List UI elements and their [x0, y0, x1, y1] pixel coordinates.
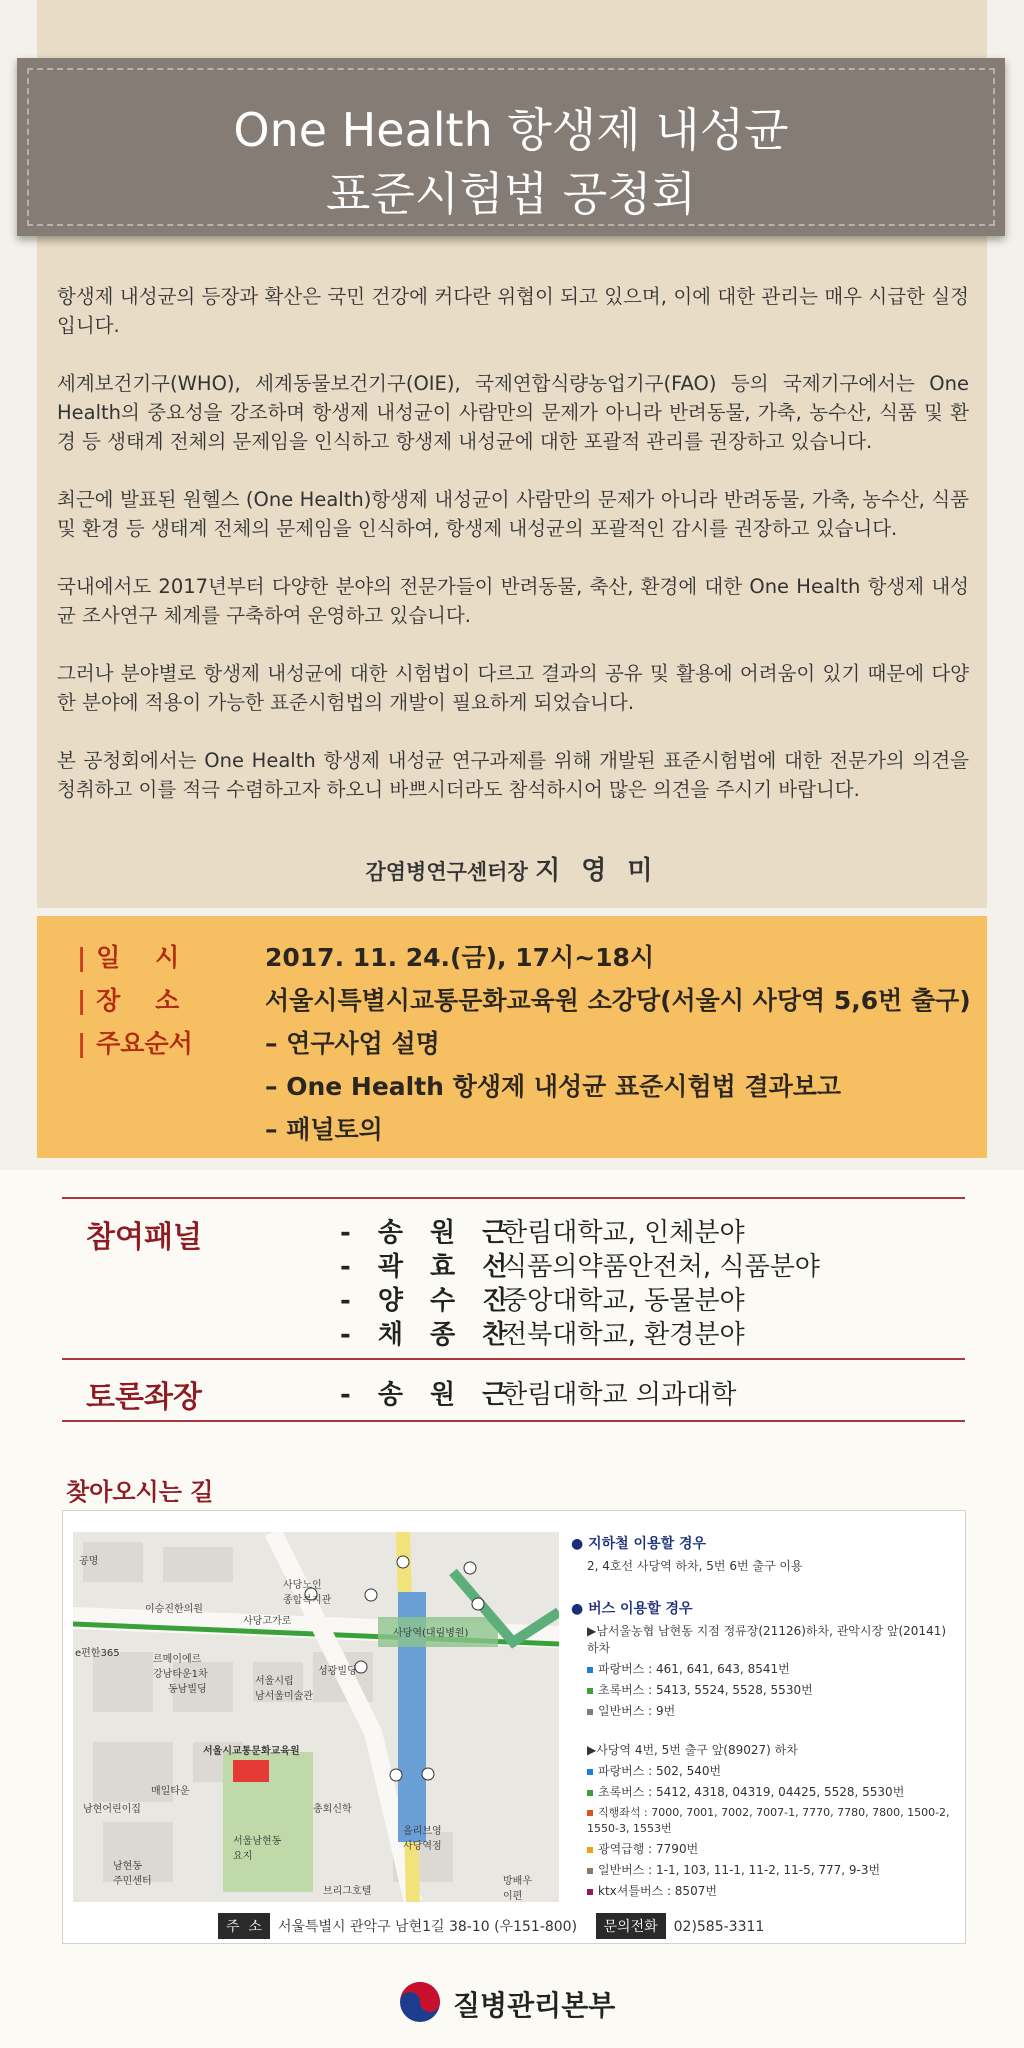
bus-line: ktx셔틀버스 : 8507번 [587, 1882, 961, 1899]
map-label: 브리그호텔 [323, 1886, 372, 1897]
title-banner [17, 58, 1005, 236]
bus-color-icon [587, 1810, 593, 1816]
taeguk-icon [398, 1980, 442, 2024]
map-label: e편한365 [75, 1648, 120, 1659]
title-line-1: One Health 항생제 내성균 [233, 103, 789, 157]
event-date-row: | 일 시 2017. 11. 24.(금), 17시~18시 [77, 938, 179, 974]
member-name: - 곽 효 선 [340, 1252, 517, 1282]
bus-color-icon [587, 1688, 593, 1694]
map-label: 사당고가로 [243, 1616, 292, 1627]
chair-affiliation: 한림대학교 의과대학 [502, 1380, 737, 1410]
map-label: 성광빌딩 [318, 1666, 357, 1677]
program-item: – One Health 항생제 내성균 표준시험법 결과보고 [265, 1072, 842, 1101]
panel-member [340, 1314, 745, 1351]
intro-paragraph: 세계보건기구(WHO), 세계동물보건기구(OIE), 국제연합식량농업기구(FAO) 등의 국제기구에서는 One Health의 중요성을 강조하며 항생제 내성균이 사람만의 문제가 아니라 반려동물, 가축, 농수산, 식품 및 환경 등 생태계 전체의 문제임을 인식하고 항생제 내성균에 대한 포괄적 관리를 권장하고 있습니다. [57, 372, 969, 453]
bullet-icon: ● [571, 1601, 589, 1617]
chair-name: - 송 원 근 [340, 1380, 517, 1410]
signature-title: 감염병연구센터장 [365, 860, 528, 884]
panel-label: 참여패널 [86, 1220, 202, 1255]
phone-tag: 문의전화 [596, 1913, 666, 1939]
member-affiliation: 식품의약품안전처, 식품분야 [502, 1252, 820, 1282]
intro-paragraph: 그러나 분야별로 항생제 내성균에 대한 시험법이 다르고 결과의 공유 및 활용에 어려움이 있기 때문에 다양한 분야에 적용이 가능한 표준시험법의 개발이 필요하게 되었습니다. [57, 662, 969, 714]
bus-line: 초록버스 : 5412, 4318, 04319, 04425, 5528, 5530번 [587, 1783, 961, 1800]
map-label: 사당노인 종합복지관 [283, 1580, 332, 1606]
map-label-venue: 서울시교통문화교육원 [203, 1746, 300, 1757]
bus-line: 광역급행 : 7790번 [587, 1840, 961, 1857]
bullet-icon: ● [571, 1536, 589, 1552]
bus-stop-2: ▶사당역 4번, 5번 출구 앞(89027) 하차 [587, 1743, 798, 1757]
date-value: 2017. 11. 24.(금), 17시~18시 [265, 943, 655, 972]
event-place-row: | 장 소 서울시특별시교통문화교육원 소강당(서울시 사당역 5,6번 출구) [77, 981, 179, 1017]
divider [62, 1420, 965, 1422]
map-label: 올리브영 사당역점 [403, 1826, 442, 1852]
signature-name: 지 영 미 [535, 856, 659, 886]
map-label: 공명 [79, 1556, 99, 1567]
bus-color-icon [587, 1868, 593, 1874]
bus-color-icon [587, 1709, 593, 1715]
map-label: 서울남현동 요지 [233, 1836, 282, 1862]
bus-color-icon [587, 1769, 593, 1775]
directions-title: 찾아오시는 길 [66, 1478, 214, 1506]
map-label: 동남빌딩 [168, 1684, 207, 1695]
event-program-row: | 주요순서 – 연구사업 설명 [77, 1024, 193, 1060]
venue-marker [233, 1760, 269, 1782]
bus-line: 직행좌석 : 7000, 7001, 7002, 7007-1, 7770, 7780, 7800, 1500-2, 1550-3, 1553번 [587, 1806, 950, 1835]
chair-label: 토론좌장 [86, 1380, 202, 1415]
bus-line: 파랑버스 : 502, 540번 [587, 1762, 961, 1779]
program-item: – 연구사업 설명 [265, 1029, 440, 1058]
intro-paragraph: 항생제 내성균의 등장과 확산은 국민 건강에 커다란 위협이 되고 있으며, 이에 대한 관리는 매우 시급한 실정입니다. [57, 285, 969, 337]
subway-text: 2, 4호선 사당역 하차, 5번 6번 출구 이용 [587, 1559, 803, 1573]
member-affiliation: 중앙대학교, 동물분야 [502, 1286, 745, 1316]
bus-line: 파랑버스 : 461, 641, 643, 8541번 [587, 1660, 961, 1677]
event-info-box [37, 916, 987, 1158]
bus-color-icon [587, 1847, 593, 1853]
member-name: - 채 종 찬 [340, 1320, 517, 1350]
bus-color-icon [587, 1667, 593, 1673]
address-bar [218, 1913, 764, 1939]
member-name: - 송 원 근 [340, 1218, 517, 1248]
signature [0, 850, 1024, 887]
bus-line: 일반버스 : 1-1, 103, 11-1, 11-2, 11-5, 777, 9-3번 [587, 1861, 961, 1878]
intro-paragraph: 본 공청회에서는 One Health 항생제 내성균 연구과제를 위해 개발된 표준시험법에 대한 전문가의 의견을 청취하고 이를 적극 수렴하고자 하오니 바쁘시더라도 참석하시어 많은 의견을 주시기 바랍니다. [57, 749, 969, 801]
kcdc-logo [398, 1980, 628, 2024]
subway-heading: ● 지하철 이용할 경우 [571, 1536, 707, 1552]
address-text: 서울특별시 관악구 남현1길 38-10 (우151-800) [277, 1919, 578, 1935]
map-label: 르메이에르 강남타운1차 [153, 1654, 208, 1680]
panel-member [340, 1280, 745, 1317]
bus-line: 초록버스 : 5413, 5524, 5528, 5530번 [587, 1681, 961, 1698]
bus-line: 일반버스 : 9번 [587, 1702, 961, 1719]
place-label: 장 소 [96, 986, 180, 1015]
map-label: 남현어린이집 [83, 1804, 141, 1815]
program-label: 주요순서 [96, 1029, 193, 1058]
place-value: 서울시특별시교통문화교육원 소강당(서울시 사당역 5,6번 출구) [265, 986, 971, 1015]
address-tag: 주 소 [218, 1913, 270, 1939]
chair-member [340, 1374, 737, 1411]
phone-number[interactable]: 02)585-3311 [673, 1919, 765, 1935]
divider [62, 1197, 965, 1199]
map-label: 방배우 이편 [503, 1876, 532, 1902]
intro-paragraph: 국내에서도 2017년부터 다양한 분야의 전문가들이 반려동물, 축산, 환경에 대한 One Health 항생제 내성균 조사연구 체계를 구축하여 운영하고 있습니다. [57, 575, 969, 627]
map-label: 이승진한의원 [145, 1604, 203, 1615]
map-label: 사당역(대림병원) [393, 1628, 469, 1639]
intro-paragraph: 최근에 발표된 원헬스 (One Health)항생제 내성균이 사람만의 문제가 아니라 반려동물, 가축, 농수산, 식품 및 환경 등 생태계 전체의 문제임을 인식하여, 항생제 내성균의 포괄적인 감시를 권장하고 있습니다. [57, 488, 969, 540]
bus-color-icon [587, 1790, 593, 1796]
org-name: 질병관리본부 [453, 1989, 616, 2022]
title-line-2: 표준시험법 공청회 [325, 167, 697, 221]
map-label: 매일타운 [151, 1786, 190, 1797]
panel-member [340, 1246, 820, 1283]
bus-stop-1: ▶남서울농협 남현동 지점 정류장(21126)하차, 관악시장 앞(20141) 하차 [587, 1624, 947, 1655]
member-name: - 양 수 진 [340, 1286, 517, 1316]
date-label: 일 시 [96, 943, 180, 972]
directions-info [571, 1527, 961, 1899]
program-item: – 패널토의 [265, 1115, 383, 1144]
bus-color-icon [587, 1889, 593, 1895]
divider [62, 1358, 965, 1360]
map-label: 총회신학 [313, 1804, 352, 1815]
panel-member [340, 1212, 745, 1249]
map-label: 서울시립 남서울미술관 [255, 1676, 313, 1702]
bus-heading: ● 버스 이용할 경우 [571, 1601, 693, 1617]
member-affiliation: 한림대학교, 인체분야 [502, 1218, 745, 1248]
directions-box [62, 1510, 966, 1944]
intro-text [57, 282, 969, 833]
location-map[interactable] [73, 1532, 559, 1902]
member-affiliation: 전북대학교, 환경분야 [502, 1320, 745, 1350]
map-label: 남현동 주민센터 [113, 1861, 152, 1887]
